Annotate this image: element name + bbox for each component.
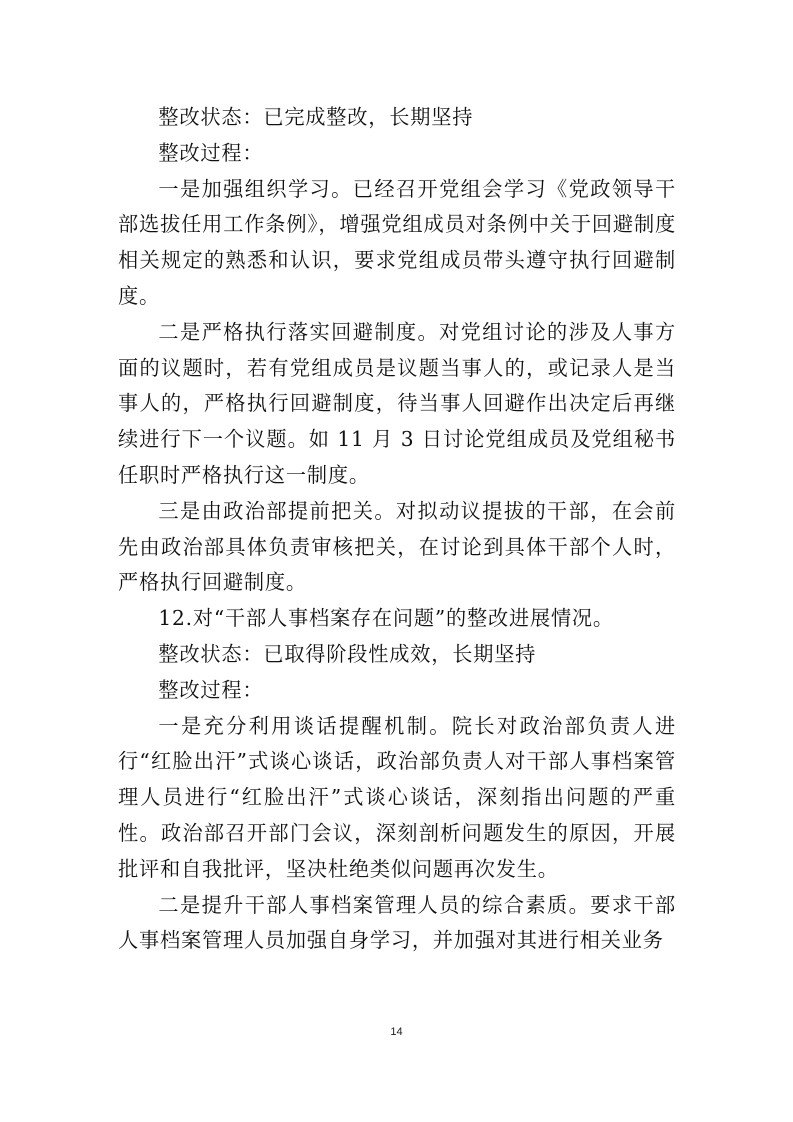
paragraph: 二是严格执行落实回避制度。对党组讨论的涉及人事方面的议题时，若有党组成员是议题当事人的，或记录人是当事人的，严格执行回避制度，待当事人回避作出决定后再继续进行下一个议题。如 11 月 3 日讨论党组成员及党组秘书任职时严格执行这一制度。 <box>118 319 676 487</box>
status-line: 整改状态：已取得阶段性成效，长期坚持 <box>158 641 537 666</box>
paragraph: 二是提升干部人事档案管理人员的综合素质。要求干部人事档案管理人员加强自身学习，并加强对其进行相关业务 <box>118 892 676 953</box>
body-text <box>118 100 676 959</box>
process-heading: 整改过程： <box>158 140 264 165</box>
status-line: 整改状态：已完成整改，长期坚持 <box>158 105 474 129</box>
page-number: 14 <box>390 1026 403 1038</box>
process-heading: 整改过程： <box>158 677 264 702</box>
paragraph: 一是充分利用谈话提醒机制。院长对政治部负责人进行“红脸出汗”式谈心谈话，政治部负责人对干部人事档案管理人员进行“红脸出汗”式谈心谈话，深刻指出问题的严重性。政治部召开部门会议，深刻剖析问题发生的原因，开展批评和自我批评，坚决杜绝类似问题再次发生。 <box>118 713 676 881</box>
paragraph: 一是加强组织学习。已经召开党组会学习《党政领导干部选拔任用工作条例》，增强党组成员对条例中关于回避制度相关规定的熟悉和认识，要求党组成员带头遵守执行回避制度。 <box>118 176 676 308</box>
paragraph: 三是由政治部提前把关。对拟动议提拔的干部，在会前先由政治部具体负责审核把关，在讨论到具体干部个人时，严格执行回避制度。 <box>118 498 676 595</box>
section-heading: 12.对“干部人事档案存在问题”的整改进展情况。 <box>158 606 614 631</box>
